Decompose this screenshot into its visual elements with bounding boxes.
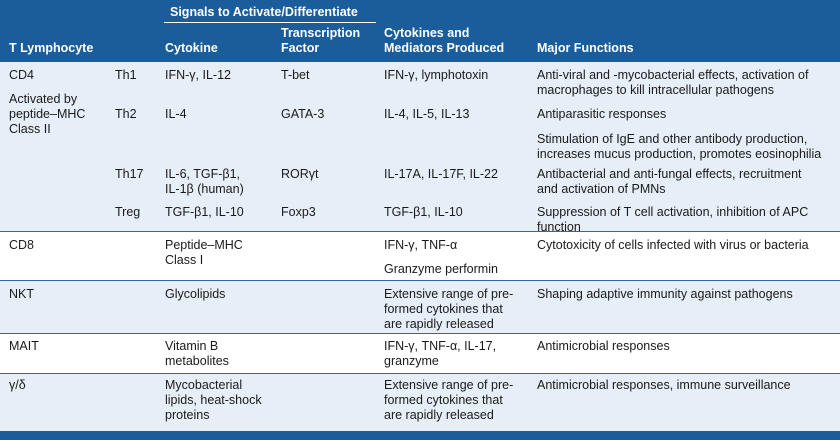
header-transcription-factor: Transcription Factor [281, 26, 361, 55]
th2-label: Th2 [115, 107, 137, 121]
group-header-rule [164, 22, 376, 23]
treg-label: Treg [115, 205, 141, 219]
cd8-produced-cytokines: IFN-γ, TNF-α [384, 238, 458, 252]
th2-function-antiparasitic: Antiparasitic responses [537, 107, 667, 121]
header-major-functions: Major Functions [537, 41, 634, 55]
th17-label: Th17 [115, 167, 144, 181]
th17-produced: IL-17A, IL-17F, IL-22 [384, 167, 498, 181]
th1-label: Th1 [115, 68, 137, 82]
row-divider [0, 333, 840, 334]
table-bottom-bar [0, 431, 840, 440]
cd8-produced-granzyme: Granzyme performin [384, 262, 498, 276]
header-cytokines-produced: Cytokines and Mediators Produced [384, 26, 505, 55]
mait-cytokine: Vitamin B metabolites [165, 339, 229, 368]
mait-function: Antimicrobial responses [537, 339, 670, 353]
header-t-lymphocyte: T Lymphocyte [9, 41, 94, 55]
cd8-label: CD8 [9, 238, 35, 252]
cd8-cytokine: Peptide–MHC Class I [165, 238, 243, 267]
row-divider [0, 373, 840, 374]
gamma-delta-cytokine: Mycobacterial lipids, heat-shock proteins [165, 378, 262, 422]
mait-label: MAIT [9, 339, 39, 353]
th2-function-ige: Stimulation of IgE and other antibody production, increases mucus production, promotes eosinophilia [537, 132, 822, 161]
header-cytokine: Cytokine [165, 41, 218, 55]
gamma-delta-label: γ/δ [9, 378, 26, 392]
treg-function: Suppression of T cell activation, inhibition of APC function [537, 205, 809, 234]
gamma-delta-produced: Extensive range of pre- formed cytokines that are rapidly released [384, 378, 514, 422]
signals-group-header: Signals to Activate/Differentiate [170, 5, 358, 19]
th1-cytokine: IFN-γ, IL-12 [165, 68, 231, 82]
treg-cytokine: TGF-β1, IL-10 [165, 205, 244, 219]
th2-cytokine: IL-4 [165, 107, 187, 121]
cd4-label: CD4 [9, 68, 35, 82]
treg-produced: TGF-β1, IL-10 [384, 205, 463, 219]
nkt-function: Shaping adaptive immunity against pathogens [537, 287, 793, 301]
th1-function: Anti-viral and -mycobacterial effects, activation of macrophages to kill intracellular pathogens [537, 68, 809, 97]
th1-factor: T-bet [281, 68, 310, 82]
nkt-produced: Extensive range of pre- formed cytokines that are rapidly released [384, 287, 514, 331]
mait-produced: IFN-γ, TNF-α, IL-17, granzyme [384, 339, 497, 368]
nkt-cytokine: Glycolipids [165, 287, 226, 301]
nkt-label: NKT [9, 287, 34, 301]
th17-function: Antibacterial and anti-fungal effects, recruitment and activation of PMNs [537, 167, 802, 196]
th2-factor: GATA-3 [281, 107, 325, 121]
cd8-function: Cytotoxicity of cells infected with virus or bacteria [537, 238, 809, 252]
th2-produced: IL-4, IL-5, IL-13 [384, 107, 470, 121]
row-divider [0, 280, 840, 281]
th1-produced: IFN-γ, lymphotoxin [384, 68, 489, 82]
gamma-delta-function: Antimicrobial responses, immune surveillance [537, 378, 791, 392]
cd4-activation: Activated by peptide–MHC Class II [9, 92, 86, 136]
th17-factor: RORγt [281, 167, 319, 181]
treg-factor: Foxp3 [281, 205, 316, 219]
th17-cytokine: IL-6, TGF-β1, IL-1β (human) [165, 167, 244, 196]
